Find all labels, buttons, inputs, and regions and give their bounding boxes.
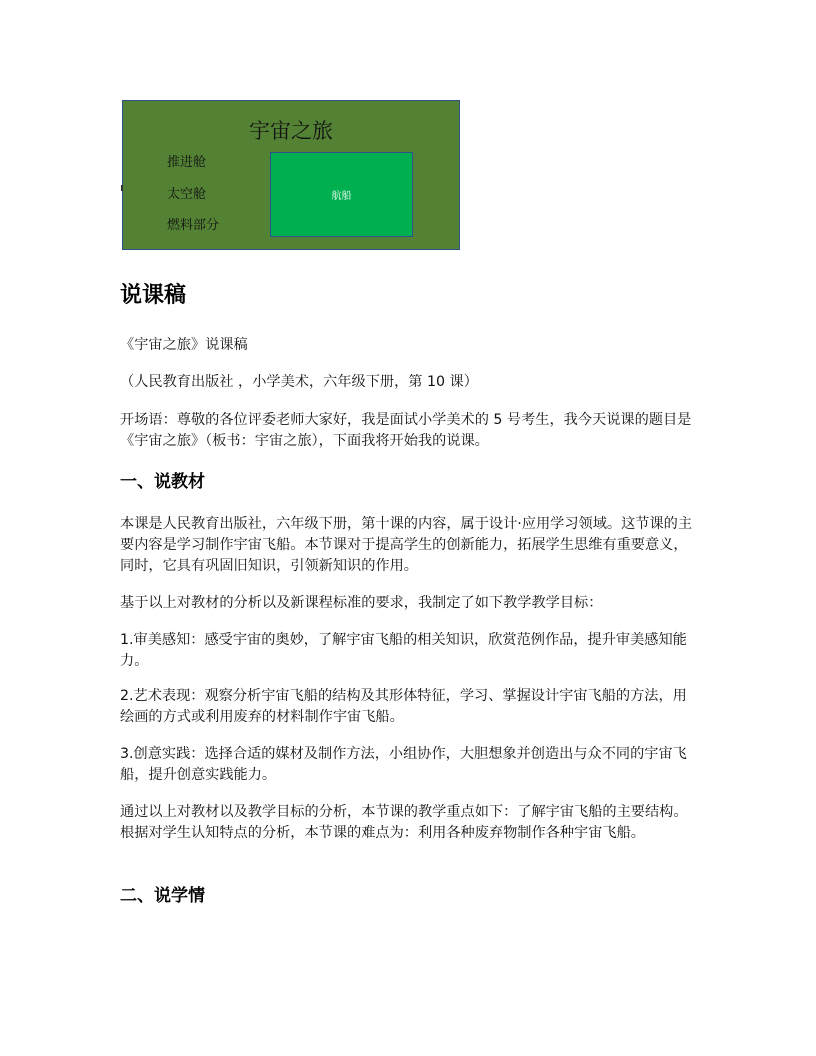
cover-diagram <box>122 100 460 250</box>
diagram-title: 宇宙之旅 <box>249 119 333 143</box>
opening-paragraph: 开场语：尊敬的各位评委老师大家好，我是面试小学美术的 5 号考生，我今天说课的题目是《宇宙之旅》（板书：宇宙之旅），下面我将开始我的说课。 <box>120 412 692 449</box>
section-title-students: 二、说学情 <box>120 886 205 906</box>
goal-aesthetic: 1.审美感知：感受宇宙的奥妙，了解宇宙飞船的相关知识，欣赏范例作品，提升审美感知能力。 <box>120 632 687 669</box>
paragraph-textbook-intro: 本课是人民教育出版社，六年级下册，第十课的内容，属于设计·应用学习领域。这节课的主要内容是学习制作宇宙飞船。本节课对于提高学生的创新能力，拓展学生思维有重要意义，同时，它具有巩固旧知识，引领新知识的作用。 <box>120 516 693 574</box>
diagram-label-fuel: 燃料部分 <box>167 218 220 233</box>
page-title: 说课稿 <box>120 283 187 308</box>
spaceship-box <box>270 152 413 237</box>
goal-creativity: 3.创意实践：选择合适的媒材及制作方法，小组协作，大胆想象并创造出与众不同的宇宙飞船，提升创意实践能力。 <box>120 746 687 783</box>
spaceship-box-text: 航船 <box>331 191 352 202</box>
lesson-source: （人民教育出版社 ，小学美术，六年级下册，第 10 课） <box>120 374 478 390</box>
section-title-textbook: 一、说教材 <box>120 472 205 492</box>
diagram-label-capsule: 太空舱 <box>167 187 207 202</box>
lesson-subtitle: 《宇宙之旅》说课稿 <box>120 337 248 353</box>
diagram-label-propulsion: 推进舱 <box>167 155 207 170</box>
paragraph-goals-intro: 基于以上对教材的分析以及新课程标准的要求，我制定了如下教学教学目标： <box>120 595 603 611</box>
paragraph-key-points: 通过以上对教材以及教学目标的分析，本节课的教学重点如下：了解宇宙飞船的主要结构。根据对学生认知特点的分析，本节课的难点为：利用各种废弃物制作各种宇宙飞船。 <box>120 804 688 841</box>
goal-expression: 2.艺术表现：观察分析宇宙飞船的结构及其形体特征，学习、掌握设计宇宙飞船的方法，用绘画的方式或利用废弃的材料制作宇宙飞船。 <box>120 688 687 725</box>
board-tick-mark <box>121 185 123 191</box>
